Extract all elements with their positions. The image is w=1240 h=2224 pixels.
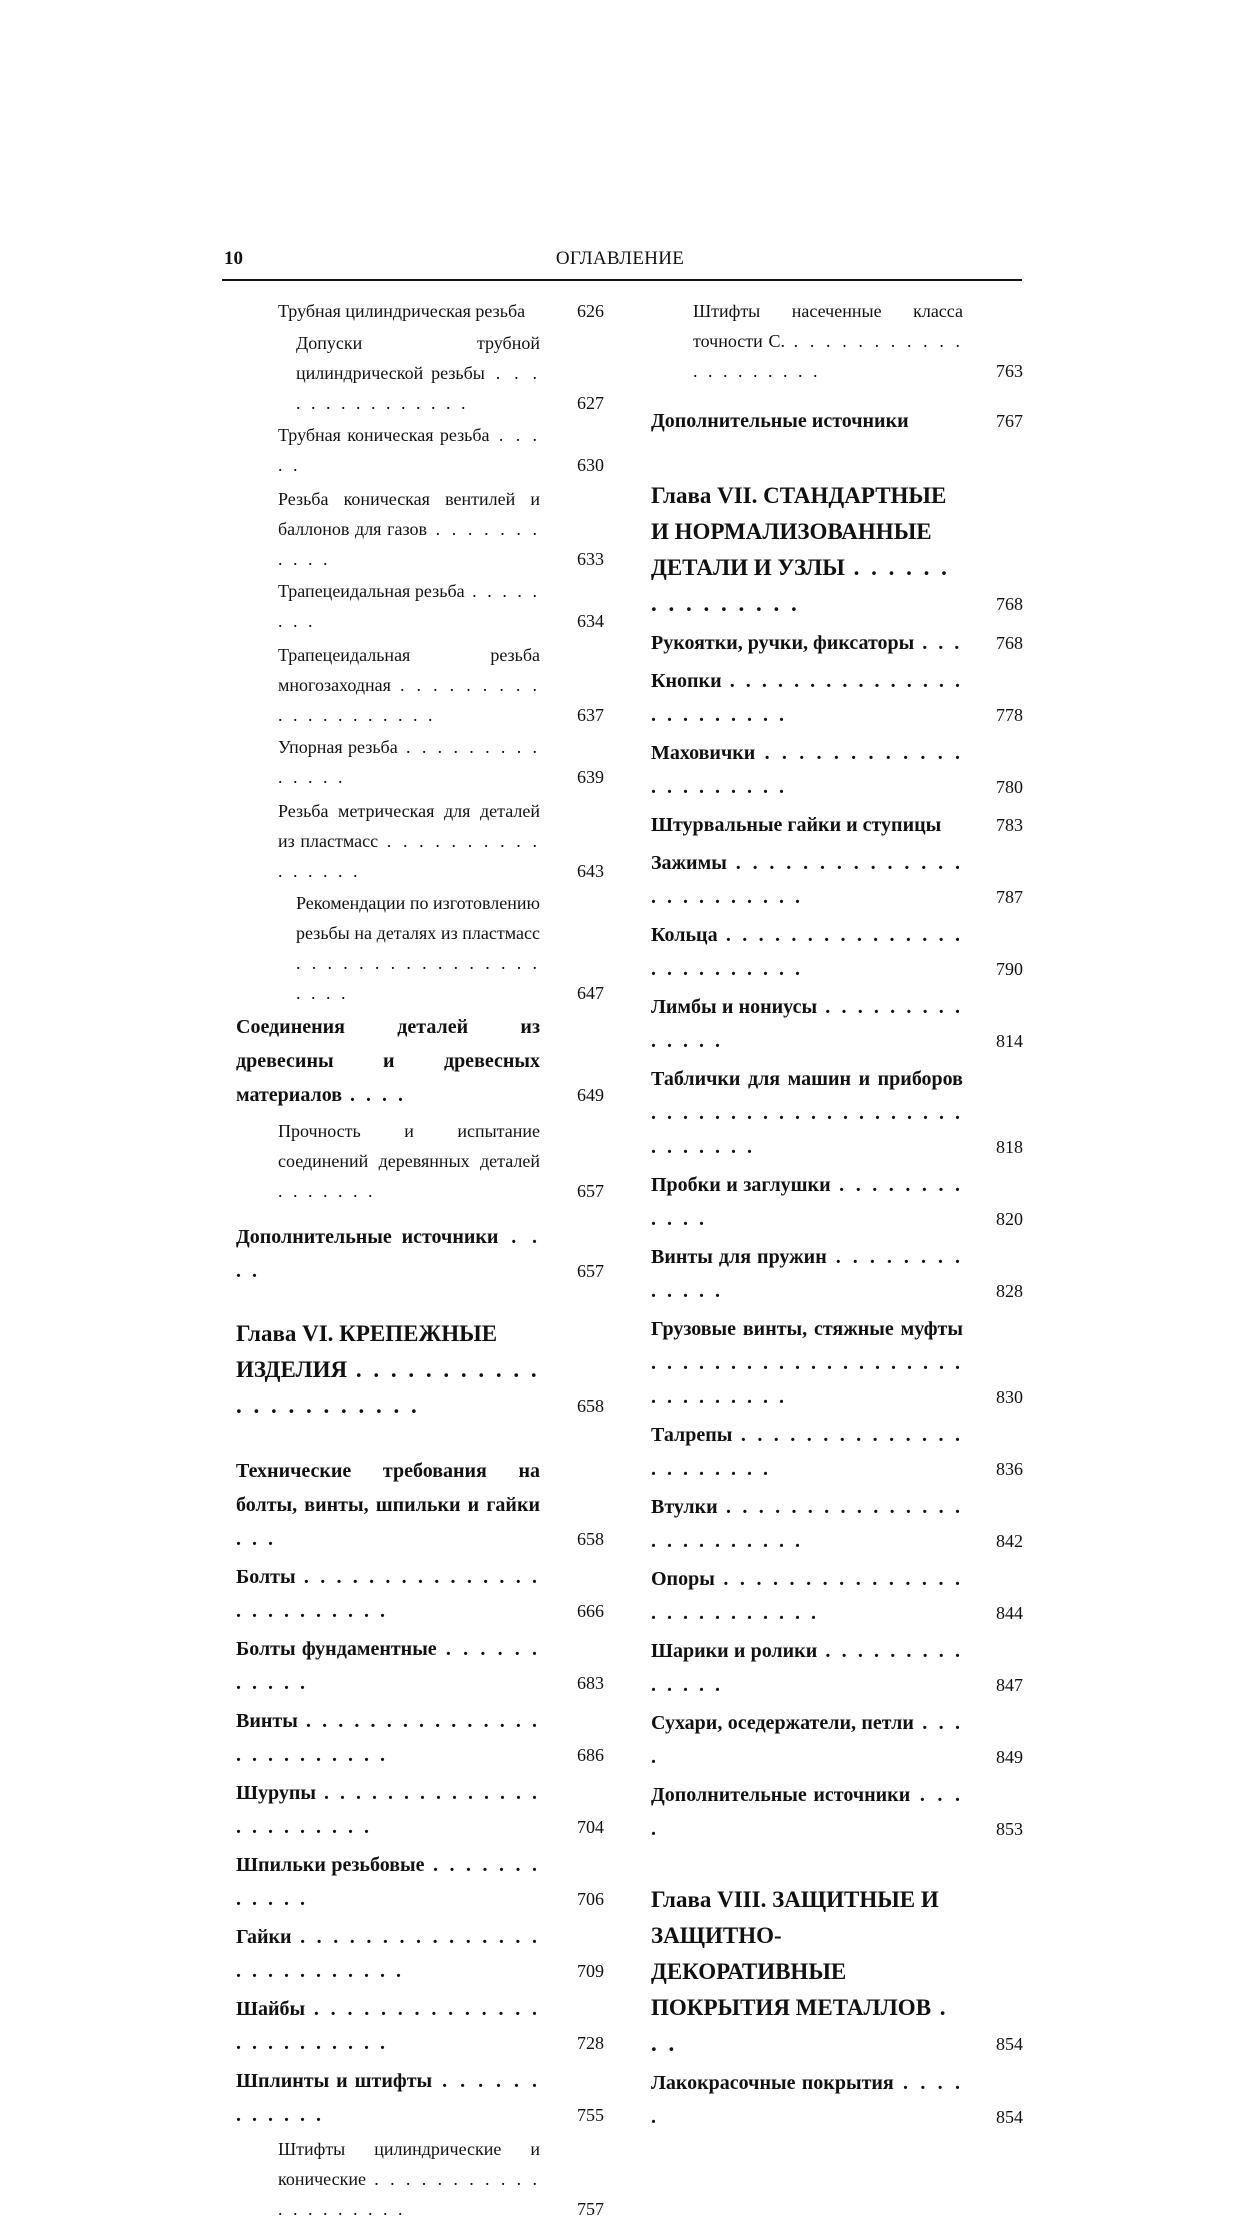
toc-entry <box>236 296 604 326</box>
toc-leader-dots: . . . . . . . . . . . . . . . . . . . . . . . . . . . . . <box>651 1352 963 1408</box>
toc-entry-title <box>236 732 540 792</box>
toc-entry-page: 818 <box>996 1137 1023 1157</box>
toc-leader-dots: . . . . . . . . . . . . <box>236 2070 540 2126</box>
toc-entry-title <box>236 1116 540 1206</box>
toc-entry-page: 768 <box>996 594 1023 614</box>
toc-entry-label: Гайки <box>236 1926 292 1948</box>
toc-entry-page: 778 <box>996 705 1023 725</box>
toc-entry-page: 686 <box>577 1745 604 1765</box>
toc-entry-page: 637 <box>577 705 604 725</box>
toc-entry-label: Лакокрасочные покрытия <box>651 2072 894 2094</box>
toc-entry <box>236 1632 604 1700</box>
toc-leader-dots: . . . . . . . . . . . . . <box>651 1246 964 1302</box>
toc-entry <box>236 328 604 418</box>
toc-entry-title <box>236 1632 540 1700</box>
toc-entry-title <box>236 1776 540 1844</box>
toc-entry-page: 657 <box>577 1261 604 1281</box>
toc-entry-page: 657 <box>577 1181 604 1201</box>
toc-entry-label: Сухари, оседержатели, петли <box>651 1712 914 1734</box>
toc-entry-label: Рукоятки, ручки, фиксаторы <box>651 632 915 654</box>
toc-leader-dots: . . . . . . . . . . . . <box>651 1174 963 1230</box>
toc-entry <box>651 1312 1023 1414</box>
toc-entry-label: Шпильки резьбовые <box>236 1854 425 1876</box>
toc-leader-dots: . . . . . . . . . . . . . . . . . . . . . . <box>651 1424 963 1480</box>
toc-entry <box>651 1062 1023 1164</box>
toc-entry-title <box>651 1240 963 1308</box>
toc-entry <box>236 796 604 886</box>
toc-entry <box>651 404 1023 438</box>
toc-entry-label: Опоры <box>651 1568 715 1590</box>
toc-leader-dots: . . . . . . . . . . . . . . . . . . . . <box>296 953 540 1003</box>
toc-entry-page: 649 <box>577 1085 604 1105</box>
toc-entry-page: 763 <box>996 361 1023 381</box>
toc-entry-title <box>236 1848 540 1916</box>
toc-entry <box>651 664 1023 732</box>
toc-entry <box>651 1778 1023 1846</box>
toc-entry <box>236 1116 604 1206</box>
toc-entry <box>651 1634 1023 1702</box>
toc-entry-page: 767 <box>996 411 1023 431</box>
toc-entry <box>236 1560 604 1628</box>
toc-entry-label: Соединения деталей из древесины и древесных материалов <box>236 1016 540 1106</box>
toc-entry-title <box>651 1312 963 1414</box>
toc-entry-title <box>236 296 540 326</box>
toc-entry-label: Трубная цилиндрическая резьба <box>278 301 526 321</box>
toc-entry-label: Таблички для машин и приборов <box>651 1068 963 1090</box>
toc-entry-label: Талрепы <box>651 1424 733 1446</box>
toc-leader-dots: . . . . . . . . . . . . . . . . . . . . . <box>651 742 963 798</box>
toc-entry-label: Рекомендации по изготовлению резьбы на деталях из пластмасс <box>296 893 540 943</box>
toc-entry-title <box>651 1634 963 1702</box>
toc-left-column <box>236 296 604 2224</box>
toc-leader-dots: . . . . <box>236 1226 541 1282</box>
toc-leader-dots: . . . . . . . . . . . <box>278 519 541 569</box>
toc-entry-title <box>236 1010 540 1112</box>
toc-entry-page: 783 <box>996 815 1023 835</box>
toc-entry-title <box>651 846 963 914</box>
toc-entry-title <box>651 1882 963 2062</box>
toc-entry-label: Резьба коническая вентилей и баллонов для газов <box>278 489 540 539</box>
toc-entry-label: Трубная коническая резьба <box>278 425 490 445</box>
toc-entry-page: 666 <box>577 1601 604 1621</box>
toc-entry-label: Штифты цилиндрические и конические <box>278 2139 540 2189</box>
toc-entry <box>651 736 1023 804</box>
toc-leader-dots: . . . . . . . . . . . . . . . . . . . . . . . . . . <box>236 1926 540 1982</box>
toc-entry-page: 728 <box>577 2033 604 2053</box>
toc-entry-title <box>236 640 540 730</box>
toc-entry <box>236 2064 604 2132</box>
toc-entry-label: Втулки <box>651 1496 718 1518</box>
toc-entry-page: 757 <box>577 2199 604 2219</box>
toc-leader-dots: . . . . . . . . . . . . . . . . . . . . . . . . . . . <box>651 1102 963 1158</box>
toc-leader-dots: . . . <box>236 1528 276 1550</box>
toc-entry-title <box>651 808 963 842</box>
toc-entry-page: 658 <box>577 1529 604 1549</box>
toc-entry-label: Резьба метрическая для деталей из пластмасс <box>278 801 540 851</box>
toc-entry <box>236 640 604 730</box>
toc-entry <box>651 1882 1023 2062</box>
toc-entry-label: Упорная резьба <box>278 737 398 757</box>
toc-entry-title <box>651 1168 963 1236</box>
toc-entry-title <box>236 420 540 480</box>
toc-entry-label: Допуски трубной цилиндрической резьбы <box>296 333 540 383</box>
toc-leader-dots: . . . . . . . . . . . . . . . . . . . . <box>278 2169 540 2219</box>
toc-entry-page: 814 <box>996 1031 1023 1051</box>
toc-entry-title <box>651 1062 963 1164</box>
toc-leader-dots: . . . . . . . . . . . . . . . . . . . . . . . . <box>236 1998 540 2054</box>
toc-entry <box>236 1776 604 1844</box>
toc-entry <box>236 1010 604 1112</box>
toc-entry-title <box>236 1992 540 2060</box>
toc-right-column <box>651 296 1023 2134</box>
toc-entry-label: Маховички <box>651 742 756 764</box>
toc-entry <box>651 478 1023 622</box>
toc-entry-title <box>236 1220 540 1288</box>
toc-entry-title <box>236 1920 540 1988</box>
toc-entry-label: Пробки и заглушки <box>651 1174 831 1196</box>
toc-entry-page: 854 <box>996 2107 1023 2127</box>
toc-entry-title <box>236 1454 540 1556</box>
toc-entry-page: 790 <box>996 959 1023 979</box>
toc-entry <box>236 888 604 1008</box>
toc-entry-label: Винты для пружин <box>651 1246 827 1268</box>
toc-entry <box>236 1704 604 1772</box>
toc-entry-title <box>236 796 540 886</box>
toc-entry-label: Шурупы <box>236 1782 316 1804</box>
toc-entry-label: Глава VII. СТАНДАРТНЫЕ И НОРМАЛИЗОВАННЫЕ ДЕТАЛИ И УЗЛЫ <box>651 483 947 580</box>
toc-entry-label: Винты <box>236 1710 298 1732</box>
toc-leader-dots: . . . . . . . . . . . . . . . . . . . . . . . . <box>651 852 963 908</box>
toc-entry-title <box>236 1704 540 1772</box>
toc-entry-title <box>651 296 963 386</box>
toc-entry-page: 706 <box>577 1889 604 1909</box>
toc-entry-label: Шарики и ролики <box>651 1640 818 1662</box>
toc-entry <box>651 2066 1023 2134</box>
toc-leader-dots: . . . . . . . . . . . . . . . . . . . . . . . . . <box>651 924 963 980</box>
toc-leader-dots: . . . . . . . . . . . . . . . . . . . . <box>693 331 964 381</box>
toc-entry-label: Зажимы <box>651 852 727 874</box>
toc-leader-dots: . . . . . . . . . . . . . . . . . . . . . . . . . <box>236 1566 540 1622</box>
toc-entry-label: Кнопки <box>651 670 722 692</box>
toc-entry-title <box>236 2064 540 2132</box>
toc-entry-label: Штифты насеченные класса точности С. <box>693 301 963 351</box>
toc-entry-label: Болты фундаментные <box>236 1638 437 1660</box>
toc-leader-dots: . . . . . . . . <box>278 581 540 631</box>
toc-entry-page: 639 <box>577 767 604 787</box>
toc-entry-title <box>651 1490 963 1558</box>
toc-entry-page: 836 <box>996 1459 1023 1479</box>
toc-leader-dots: . . . . . <box>278 425 541 475</box>
toc-entry <box>236 732 604 792</box>
toc-leader-dots: . . . . . . . . . . . . . . <box>651 1640 963 1696</box>
toc-entry-label: Прочность и испытание соединений деревянных деталей <box>278 1121 540 1171</box>
toc-entry <box>236 576 604 636</box>
toc-leader-dots: . . . . . . . . . . . . . . . . . . . . . . . <box>236 1782 540 1838</box>
toc-entry-page: 844 <box>996 1603 1023 1623</box>
toc-entry-page: 768 <box>996 633 1023 653</box>
toc-entry <box>651 1706 1023 1774</box>
toc-entry <box>651 1562 1023 1630</box>
toc-entry-page: 683 <box>577 1673 604 1693</box>
toc-entry-label: Шплинты и штифты <box>236 2070 433 2092</box>
toc-leader-dots: . . . . . . . <box>278 1181 376 1201</box>
toc-entry-page: 643 <box>577 861 604 881</box>
toc-entry-title <box>236 888 540 1008</box>
toc-entry-page: 704 <box>577 1817 604 1837</box>
toc-entry-label: Кольца <box>651 924 718 946</box>
toc-entry-title <box>236 576 540 636</box>
toc-entry <box>651 1240 1023 1308</box>
toc-leader-dots: . . . . . . . . . . . <box>236 1638 540 1694</box>
toc-leader-dots: . . . . . . . . . . . . . . <box>651 996 964 1052</box>
toc-entry-title <box>236 1316 540 1424</box>
page-number: 10 <box>224 248 243 269</box>
toc-entry-page: 630 <box>577 455 604 475</box>
toc-entry <box>651 808 1023 842</box>
toc-entry-title <box>651 990 963 1058</box>
toc-entry-label: Глава VI. КРЕПЕЖНЫЕ ИЗДЕЛИЯ <box>236 1321 498 1382</box>
header-rule <box>222 279 1022 281</box>
toc-entry <box>651 990 1023 1058</box>
toc-entry-page: 820 <box>996 1209 1023 1229</box>
toc-leader-dots: . . . . . . . . . . . . . . . . . . . . . . . . . . <box>651 1568 963 1624</box>
toc-entry <box>236 1920 604 1988</box>
toc-entry-page: 634 <box>577 611 604 631</box>
toc-entry-title <box>651 626 963 660</box>
toc-entry <box>236 420 604 480</box>
toc-leader-dots: . . . . . <box>651 2072 963 2128</box>
toc-entry-title <box>651 1418 963 1486</box>
toc-entry-label: Дополнительные источники <box>236 1226 499 1248</box>
toc-entry <box>651 626 1023 660</box>
toc-entry-title <box>651 478 963 622</box>
toc-entry-title <box>651 664 963 732</box>
toc-entry <box>236 1220 604 1288</box>
toc-entry-page: 658 <box>577 1396 604 1416</box>
toc-entry <box>651 1490 1023 1558</box>
toc-entry-title <box>236 2134 540 2224</box>
toc-entry <box>236 1992 604 2060</box>
toc-entry-page: 633 <box>577 549 604 569</box>
toc-entry-label: Технические требования на болты, винты, шпильки и гайки <box>236 1460 540 1516</box>
toc-leader-dots: . . . . . . . . . . . . . . . . . . . . . . <box>236 1357 540 1418</box>
toc-entry-page: 780 <box>996 777 1023 797</box>
toc-entry-label: Грузовые винты, стяжные муфты <box>651 1318 963 1340</box>
toc-entry <box>651 296 1023 386</box>
toc-entry-page: 853 <box>996 1819 1023 1839</box>
toc-entry-title <box>651 2066 963 2134</box>
toc-leader-dots: . . . . . . . . . . . . . . . . <box>278 831 540 881</box>
toc-leader-dots: . . . . <box>651 1712 963 1768</box>
toc-leader-dots: . . . . <box>342 1084 407 1106</box>
toc-entry-title <box>651 918 963 986</box>
toc-entry-page: 847 <box>996 1675 1023 1695</box>
toc-leader-dots: . . . . . . . . . . . . . . . . . . . . . . . . . <box>651 1496 963 1552</box>
toc-entry-label: Лимбы и нониусы <box>651 996 818 1018</box>
toc-entry-page: 647 <box>577 983 604 1003</box>
toc-entry-label: Глава VIII. ЗАЩИТНЫЕ И ЗАЩИТНО-ДЕКОРАТИВНЫЕ ПОКРЫТИЯ МЕТАЛЛОВ <box>651 1887 939 2020</box>
toc-entry-page: 755 <box>577 2105 604 2125</box>
toc-entry <box>236 2134 604 2224</box>
toc-entry-title <box>651 1706 963 1774</box>
toc-entry-title <box>651 736 963 804</box>
toc-entry-page: 854 <box>996 2034 1023 2054</box>
toc-leader-dots: . . . . . . . . . . . . . . . . . . . . . . . . <box>651 670 963 726</box>
toc-leader-dots: . . . . . . . . . . . . . . . <box>296 363 541 413</box>
toc-leader-dots: . . . . . . . . . . . . . . <box>278 737 540 787</box>
toc-entry-label: Трапецеидальная резьба многозаходная <box>278 645 540 695</box>
toc-leader-dots: . . . <box>914 632 963 654</box>
running-header: ОГЛАВЛЕНИЕ <box>555 248 685 269</box>
toc-leader-dots: . . . . . . . . . . . . . . . . . . . . . . . . . <box>236 1710 540 1766</box>
toc-entry-title <box>236 328 540 418</box>
toc-entry-page: 709 <box>577 1961 604 1981</box>
toc-entry-title <box>651 404 963 438</box>
toc-entry-label: Дополнительные источники <box>651 1784 911 1806</box>
toc-entry-title <box>651 1562 963 1630</box>
toc-entry <box>236 1316 604 1424</box>
toc-entry-page: 787 <box>996 887 1023 907</box>
toc-entry <box>651 846 1023 914</box>
toc-entry-page: 828 <box>996 1281 1023 1301</box>
toc-entry <box>236 484 604 574</box>
toc-entry <box>236 1454 604 1556</box>
toc-leader-dots: . . . <box>651 1995 949 2056</box>
toc-entry-title <box>651 1778 963 1846</box>
toc-entry <box>236 1848 604 1916</box>
toc-entry <box>651 918 1023 986</box>
toc-entry-label: Штурвальные гайки и ступицы <box>651 814 942 836</box>
toc-entry-label: Шайбы <box>236 1998 306 2020</box>
toc-entry-label: Трапецеидальная резьба <box>278 581 465 601</box>
toc-entry-label: Дополнительные источники <box>651 410 909 432</box>
toc-leader-dots: . . . . . . . . . . . . <box>236 1854 540 1910</box>
toc-entry <box>651 1418 1023 1486</box>
toc-entry-page: 849 <box>996 1747 1023 1767</box>
toc-leader-dots: . . . . . . . . . . . . . . . . . . . . <box>278 675 540 725</box>
toc-leader-dots: . . . . <box>651 1784 963 1840</box>
toc-leader-dots: . . . . . . . . . . . . . . . <box>651 555 950 616</box>
toc-entry-title <box>236 1560 540 1628</box>
toc-entry-title <box>236 484 540 574</box>
toc-entry-page: 842 <box>996 1531 1023 1551</box>
toc-entry-label: Болты <box>236 1566 296 1588</box>
toc-entry-page: 830 <box>996 1387 1023 1407</box>
toc-entry <box>651 1168 1023 1236</box>
toc-entry-page: 626 <box>577 301 604 321</box>
toc-entry-page: 627 <box>577 393 604 413</box>
